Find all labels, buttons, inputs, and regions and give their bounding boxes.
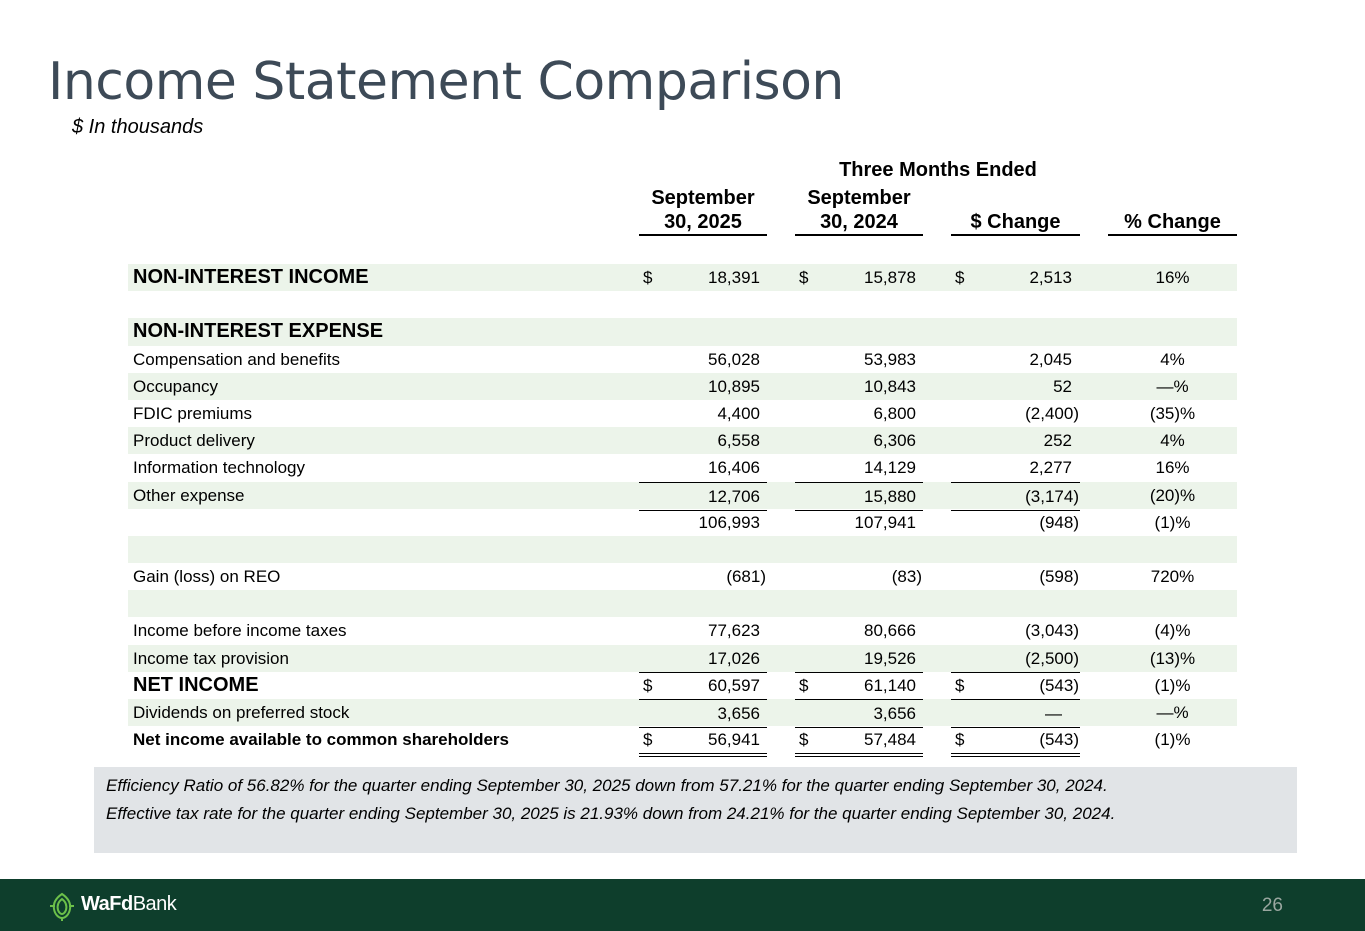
value: 56,028 bbox=[708, 349, 760, 369]
cell-dollar-change bbox=[951, 264, 1080, 291]
value: 17,026 bbox=[708, 648, 760, 668]
cell-percent-change: (1)% bbox=[1154, 675, 1191, 695]
value: 4,400 bbox=[717, 403, 760, 423]
value: 3,656 bbox=[717, 704, 760, 723]
value: 61,140 bbox=[864, 675, 916, 695]
value: 60,597 bbox=[708, 675, 760, 695]
value: 106,993 bbox=[698, 512, 760, 532]
cell-percent-change: 4% bbox=[1160, 349, 1185, 369]
row-label: NON-INTEREST INCOME bbox=[133, 266, 369, 288]
table-row bbox=[128, 373, 1237, 400]
cell-2024 bbox=[795, 726, 923, 757]
value: 10,843 bbox=[864, 376, 916, 396]
value: (2,500) bbox=[1025, 648, 1079, 668]
cell-2025 bbox=[639, 617, 767, 644]
value: 2,045 bbox=[1029, 349, 1072, 369]
cell-2024 bbox=[795, 454, 923, 481]
currency-symbol: $ bbox=[799, 675, 809, 695]
cell-2024 bbox=[795, 346, 923, 373]
cell-2024 bbox=[795, 264, 923, 291]
cell-percent-change: (35)% bbox=[1149, 403, 1196, 423]
value: (681) bbox=[726, 567, 766, 587]
value: 19,526 bbox=[864, 648, 916, 668]
cell-2025 bbox=[639, 482, 767, 511]
row-label: Product delivery bbox=[133, 431, 255, 451]
cell-2024 bbox=[795, 617, 923, 644]
row-label: Information technology bbox=[133, 458, 305, 478]
value: 77,623 bbox=[708, 621, 760, 641]
value: (83) bbox=[891, 567, 922, 587]
table-row bbox=[128, 617, 1237, 644]
cell-2024 bbox=[795, 509, 923, 536]
brand-bold: WaFd bbox=[81, 893, 133, 915]
value: 3,656 bbox=[873, 704, 916, 723]
value: (3,043) bbox=[1025, 621, 1079, 641]
row-label: Income tax provision bbox=[133, 648, 289, 668]
value: (3,174) bbox=[1025, 486, 1079, 506]
table-row bbox=[128, 645, 1237, 672]
table-row-subtotal bbox=[128, 509, 1237, 536]
currency-symbol: $ bbox=[955, 730, 965, 750]
row-label: Other expense bbox=[133, 485, 245, 505]
effective-tax-rate-note: Effective tax rate for the quarter ending September 30, 2025 is 21.93% down from 24.21% for the quarter ending September 30, 2024. bbox=[106, 804, 1116, 823]
cell-2025 bbox=[639, 726, 767, 757]
currency-symbol: $ bbox=[955, 268, 965, 287]
cell-2025 bbox=[639, 563, 767, 591]
brand-name bbox=[81, 893, 176, 916]
value: (543) bbox=[1039, 675, 1079, 695]
spacer-row bbox=[128, 291, 1237, 318]
cell-2024 bbox=[795, 400, 923, 427]
table-row-net-income bbox=[128, 672, 1237, 699]
currency-symbol: $ bbox=[643, 730, 653, 750]
footer-bar bbox=[0, 879, 1365, 931]
cell-percent-change: 16% bbox=[1155, 458, 1190, 478]
row-label: Compensation and benefits bbox=[133, 349, 340, 369]
row-label: Gain (loss) on REO bbox=[133, 567, 281, 587]
value: (2,400) bbox=[1025, 403, 1079, 423]
header-col2-line2: 30, 2024 bbox=[820, 211, 898, 233]
header-percent-change: % Change bbox=[1108, 210, 1237, 236]
header-col1-line1: September bbox=[651, 187, 755, 209]
cell-2025 bbox=[639, 264, 767, 291]
table-row bbox=[128, 563, 1237, 590]
cell-2025 bbox=[639, 454, 767, 481]
cell-dollar-change bbox=[951, 726, 1080, 757]
cell-dollar-change bbox=[951, 617, 1080, 644]
value: 6,306 bbox=[873, 431, 916, 451]
efficiency-ratio-note: Efficiency Ratio of 56.82% for the quarter ending September 30, 2025 down from 57.21% for the quarter ending September 30, 2024. bbox=[106, 776, 1108, 795]
value: 57,484 bbox=[864, 730, 916, 750]
value: 56,941 bbox=[708, 730, 760, 750]
cell-2024 bbox=[795, 563, 923, 591]
cell-2024 bbox=[795, 427, 923, 454]
cell-percent-change: 4% bbox=[1160, 431, 1185, 451]
value: 53,983 bbox=[864, 349, 916, 369]
cell-2024 bbox=[795, 482, 923, 511]
value: 252 bbox=[1043, 431, 1072, 451]
wafd-leaf-logo-icon bbox=[47, 891, 77, 921]
row-label: NET INCOME bbox=[133, 673, 259, 696]
spacer-row bbox=[128, 590, 1237, 617]
table-row bbox=[128, 346, 1237, 373]
cell-dollar-change bbox=[951, 346, 1080, 373]
value: (948) bbox=[1039, 512, 1079, 532]
value: 52 bbox=[1053, 376, 1072, 396]
table-row bbox=[128, 454, 1237, 481]
cell-2024 bbox=[795, 373, 923, 400]
value: 18,391 bbox=[708, 268, 760, 287]
cell-percent-change: (1)% bbox=[1154, 730, 1191, 750]
row-label: Dividends on preferred stock bbox=[133, 703, 350, 722]
cell-percent-change: (4)% bbox=[1154, 621, 1191, 641]
value: 6,558 bbox=[717, 431, 760, 451]
value: 107,941 bbox=[854, 512, 916, 532]
cell-2025 bbox=[639, 509, 767, 536]
cell-2024 bbox=[795, 699, 923, 728]
cell-dollar-change bbox=[951, 400, 1080, 427]
row-label: Income before income taxes bbox=[133, 621, 347, 641]
cell-2025 bbox=[639, 400, 767, 427]
header-three-months-ended: Three Months Ended bbox=[839, 159, 1037, 181]
header-col1-line2: 30, 2025 bbox=[664, 211, 742, 233]
value: 14,129 bbox=[864, 458, 916, 478]
cell-dollar-change bbox=[951, 427, 1080, 454]
cell-percent-change: 16% bbox=[1155, 268, 1190, 287]
value: 2,277 bbox=[1029, 458, 1072, 478]
cell-2025 bbox=[639, 427, 767, 454]
cell-percent-change: (1)% bbox=[1154, 512, 1191, 532]
cell-dollar-change bbox=[951, 509, 1080, 536]
header-september-2024 bbox=[795, 186, 923, 236]
cell-dollar-change bbox=[951, 645, 1080, 673]
cell-2025 bbox=[639, 699, 767, 728]
header-col2-line1: September bbox=[807, 187, 911, 209]
table-row bbox=[128, 427, 1237, 454]
cell-2025 bbox=[639, 645, 767, 673]
value: 80,666 bbox=[864, 621, 916, 641]
row-label: Net income available to common shareholders bbox=[133, 730, 510, 750]
value: 6,800 bbox=[873, 403, 916, 423]
cell-percent-change: —% bbox=[1156, 703, 1189, 722]
table-row bbox=[128, 318, 1237, 345]
currency-symbol: $ bbox=[955, 675, 965, 695]
cell-dollar-change bbox=[951, 454, 1080, 481]
row-label: NON-INTEREST EXPENSE bbox=[133, 320, 384, 343]
value: 2,513 bbox=[1029, 268, 1072, 287]
cell-dollar-change bbox=[951, 563, 1080, 591]
cell-dollar-change bbox=[951, 699, 1080, 728]
currency-symbol: $ bbox=[799, 730, 809, 750]
notes-box bbox=[94, 767, 1297, 853]
cell-percent-change: (13)% bbox=[1149, 648, 1196, 668]
row-label: FDIC premiums bbox=[133, 403, 253, 423]
table-row-net-income-common bbox=[128, 726, 1237, 753]
table-row bbox=[128, 400, 1237, 427]
table-row bbox=[128, 264, 1237, 291]
cell-percent-change: 720% bbox=[1150, 567, 1195, 587]
header-dollar-change: $ Change bbox=[951, 210, 1080, 236]
cell-dollar-change bbox=[951, 373, 1080, 400]
value: 15,878 bbox=[864, 268, 916, 287]
cell-2024 bbox=[795, 645, 923, 673]
value: (543) bbox=[1039, 730, 1079, 750]
cell-2024 bbox=[795, 672, 923, 699]
wafd-bank-logo bbox=[47, 891, 177, 919]
cell-dollar-change bbox=[951, 482, 1080, 511]
units-subtitle: $ In thousands bbox=[72, 116, 204, 138]
value: 16,406 bbox=[708, 458, 760, 478]
cell-2025 bbox=[639, 346, 767, 373]
currency-symbol: $ bbox=[643, 268, 653, 287]
currency-symbol: $ bbox=[643, 675, 653, 695]
cell-percent-change: —% bbox=[1156, 376, 1189, 396]
currency-symbol: $ bbox=[799, 268, 809, 287]
cell-percent-change: (20)% bbox=[1149, 485, 1196, 505]
cell-2025 bbox=[639, 373, 767, 400]
income-statement-table bbox=[128, 264, 1237, 753]
table-row bbox=[128, 699, 1237, 726]
value: 10,895 bbox=[708, 376, 760, 396]
cell-dollar-change bbox=[951, 672, 1080, 699]
page-title: Income Statement Comparison bbox=[48, 52, 844, 112]
cell-2025 bbox=[639, 672, 767, 699]
spacer-row bbox=[128, 536, 1237, 563]
row-label: Occupancy bbox=[133, 376, 219, 396]
value: 15,880 bbox=[864, 486, 916, 506]
value: (598) bbox=[1039, 567, 1079, 587]
page-number: 26 bbox=[1261, 895, 1283, 916]
value: 12,706 bbox=[708, 486, 760, 506]
brand-rest: Bank bbox=[132, 893, 177, 915]
value: — bbox=[1045, 704, 1062, 723]
table-row bbox=[128, 482, 1237, 509]
header-september-2025 bbox=[639, 186, 767, 236]
